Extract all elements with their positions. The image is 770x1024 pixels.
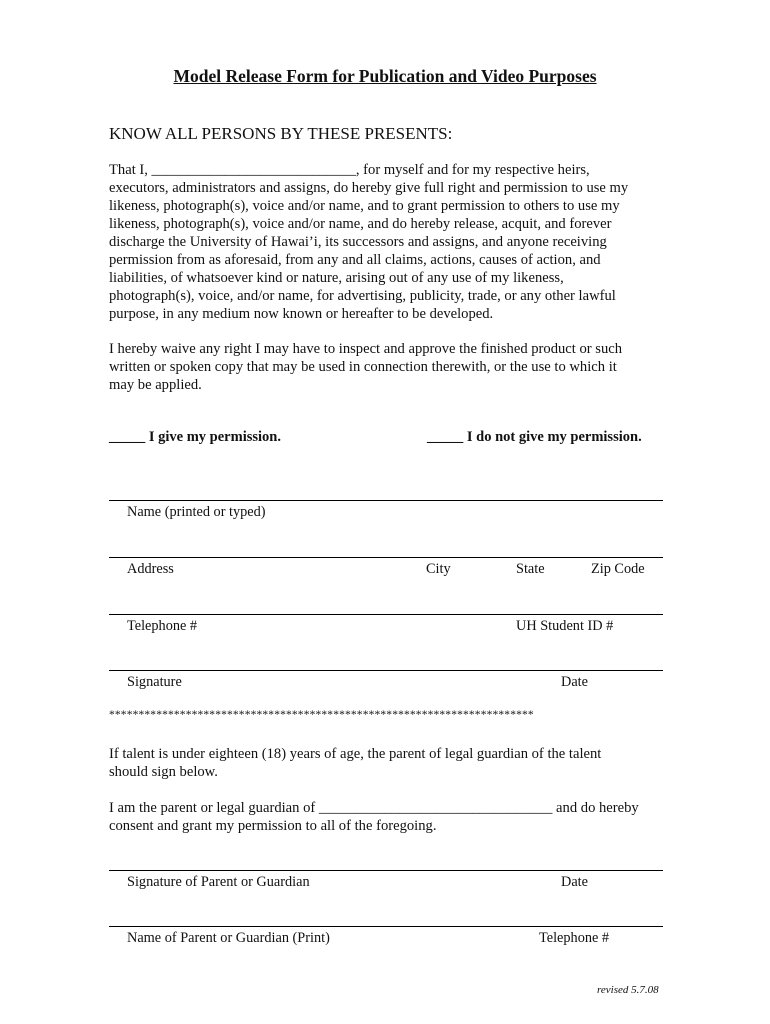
city-label: City (426, 561, 451, 577)
guardian-consent-line: I am the parent or legal guardian of ________________________________ and do hereby (109, 800, 639, 816)
release-line: That I, ____________________________, for myself and for my respective heirs, (109, 162, 590, 178)
release-line: permission from as aforesaid, from any and all claims, actions, causes of action, and (109, 252, 601, 268)
signature-label: Signature (127, 674, 182, 690)
guardian-name-label: Name of Parent or Guardian (Print) (127, 930, 330, 946)
guardian-telephone-label: Telephone # (539, 930, 610, 946)
deny-permission-option[interactable]: _____ I do not give my permission. (427, 429, 642, 445)
release-line: executors, administrators and assigns, do hereby give full right and permission to use my (109, 180, 629, 196)
waiver-line: I hereby waive any right I may have to inspect and approve the finished product or such (109, 341, 623, 357)
form-title: Model Release Form for Publication and Video Purposes (173, 66, 597, 86)
telephone-label: Telephone # (127, 618, 198, 634)
signature-line[interactable] (109, 670, 663, 671)
guardian-name-line[interactable] (109, 926, 663, 927)
give-permission-option[interactable]: _____ I give my permission. (109, 429, 281, 445)
guardian-signature-label: Signature of Parent or Guardian (127, 874, 310, 890)
guardian-signature-line[interactable] (109, 870, 663, 871)
release-line: likeness, photograph(s), voice and/or name, and do hereby release, acquit, and forever (109, 216, 612, 232)
telephone-signature-line[interactable] (109, 614, 663, 615)
state-label: State (516, 561, 545, 577)
name-signature-line[interactable] (109, 500, 663, 501)
guardian-consent-line: consent and grant my permission to all of the foregoing. (109, 818, 437, 834)
waiver-line: may be applied. (109, 377, 202, 393)
form-heading: KNOW ALL PERSONS BY THESE PRESENTS: (109, 124, 453, 143)
release-line: likeness, photograph(s), voice and/or name, and to grant permission to others to use my (109, 198, 620, 214)
guardian-note-line: should sign below. (109, 764, 218, 780)
guardian-note (109, 745, 669, 781)
name-label: Name (printed or typed) (127, 504, 266, 520)
address-signature-line[interactable] (109, 557, 663, 558)
guardian-consent (109, 799, 669, 835)
waiver-line: written or spoken copy that may be used in connection therewith, or the use to which it (109, 359, 617, 375)
guardian-note-line: If talent is under eighteen (18) years of age, the parent of legal guardian of the talent (109, 746, 602, 762)
release-line: purpose, in any medium now known or hereafter to be developed. (109, 306, 494, 322)
zip-code-label: Zip Code (591, 561, 645, 577)
release-line: photograph(s), voice, and/or name, for advertising, publicity, trade, or any other lawful (109, 288, 616, 304)
waiver-paragraph (109, 340, 669, 394)
revision-note: revised 5.7.08 (597, 984, 659, 996)
student-id-label: UH Student ID # (516, 618, 614, 634)
date-label: Date (561, 674, 588, 690)
release-line: discharge the University of Hawai’i, its successors and assigns, and anyone receiving (109, 234, 607, 250)
guardian-date-label: Date (561, 874, 588, 890)
release-paragraph (109, 161, 669, 323)
release-line: liabilities, of whatsoever kind or nature, arising out of any use of my likeness, (109, 270, 564, 286)
separator-asterisks: ************************************************************************ (109, 709, 534, 721)
address-label: Address (127, 561, 174, 577)
